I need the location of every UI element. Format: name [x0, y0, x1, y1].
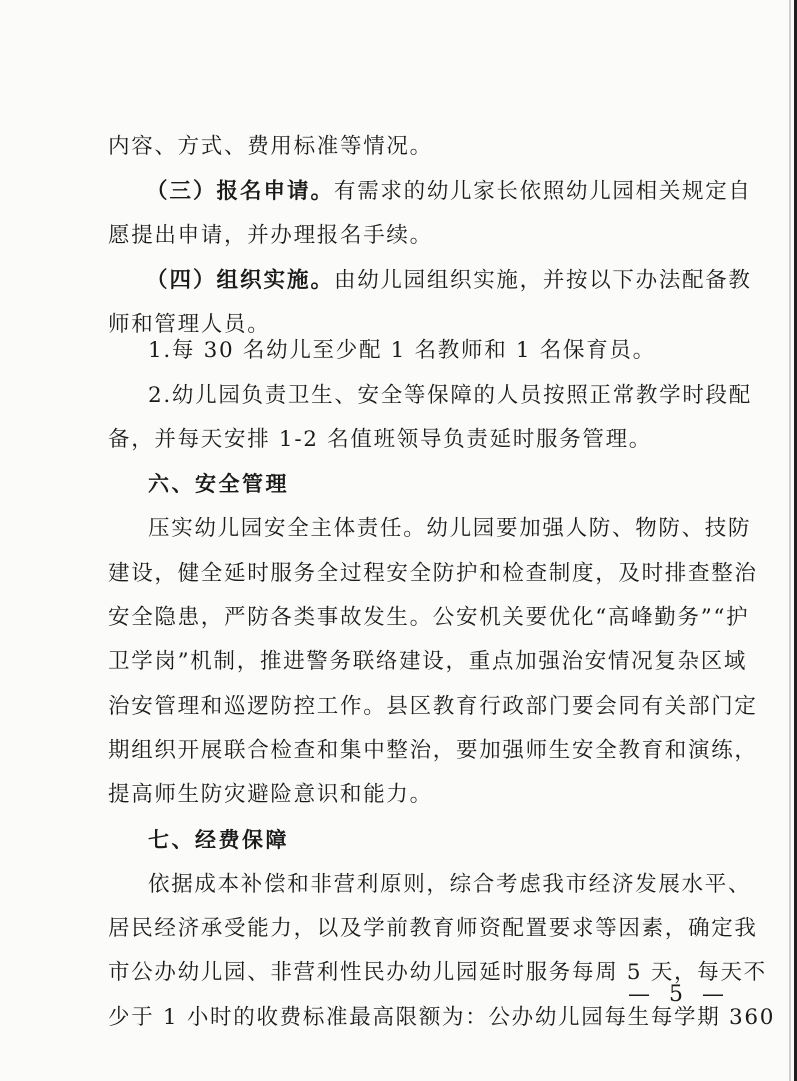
paragraph-text: 由幼儿园组织实施，并按以下办法配备教	[334, 268, 752, 293]
paragraph-line: 2.幼儿园负责卫生、安全等保障的人员按照正常教学时段配	[148, 383, 752, 408]
paragraph-line: 依据成本补偿和非营利原则，综合考虑我市经济发展水平、	[148, 872, 752, 897]
paragraph-line: 建设，健全延时服务全过程安全防护和检查制度，及时排查整治	[108, 561, 758, 586]
paragraph-line: 内容、方式、费用标准等情况。	[108, 134, 433, 159]
subsection-lead: （四）组织实施。	[146, 268, 335, 293]
section-heading: 七、经费保障	[148, 827, 289, 852]
paragraph-line	[146, 266, 752, 296]
paragraph-line: 居民经济承受能力，以及学前教育师资配置要求等因素，确定我	[108, 916, 758, 941]
paragraph-line: 市公办幼儿园、非营利性民办幼儿园延时服务每周 5 天，每天不	[108, 960, 767, 985]
paragraph-line: 备，并每天安排 1-2 名值班领导负责延时服务管理。	[108, 427, 652, 452]
scan-edge	[789, 0, 791, 1081]
section-heading: 六、安全管理	[148, 471, 289, 496]
page-number: — 5 —	[628, 982, 730, 1007]
paragraph-line: 压实幼儿园安全主体责任。幼儿园要加强人防、物防、技防	[148, 516, 752, 541]
paragraph-line: 1.每 30 名幼儿至少配 1 名教师和 1 名保育员。	[148, 338, 656, 363]
subsection-lead: （三）报名申请。	[146, 179, 335, 204]
paragraph-text: 有需求的幼儿家长依照幼儿园相关规定自	[334, 179, 752, 204]
paragraph-line: 提高师生防灾避险意识和能力。	[108, 782, 433, 807]
paragraph-line: 期组织开展联合检查和集中整治，要加强师生安全教育和演练，	[108, 738, 758, 763]
paragraph-line: 少于 1 小时的收费标准最高限额为：公办幼儿园每生每学期 360	[108, 1005, 776, 1030]
paragraph-line: 愿提出申请，并办理报名手续。	[108, 223, 433, 248]
paragraph-line: 师和管理人员。	[108, 312, 271, 337]
paragraph-line	[146, 177, 752, 207]
paragraph-line: 卫学岗”机制，推进警务联络建设，重点加强治安情况复杂区域	[108, 649, 748, 674]
paragraph-line: 安全隐患，严防各类事故发生。公安机关要优化“高峰勤务”“护	[108, 605, 750, 630]
paragraph-line: 治安管理和巡逻防控工作。县区教育行政部门要会同有关部门定	[108, 694, 758, 719]
